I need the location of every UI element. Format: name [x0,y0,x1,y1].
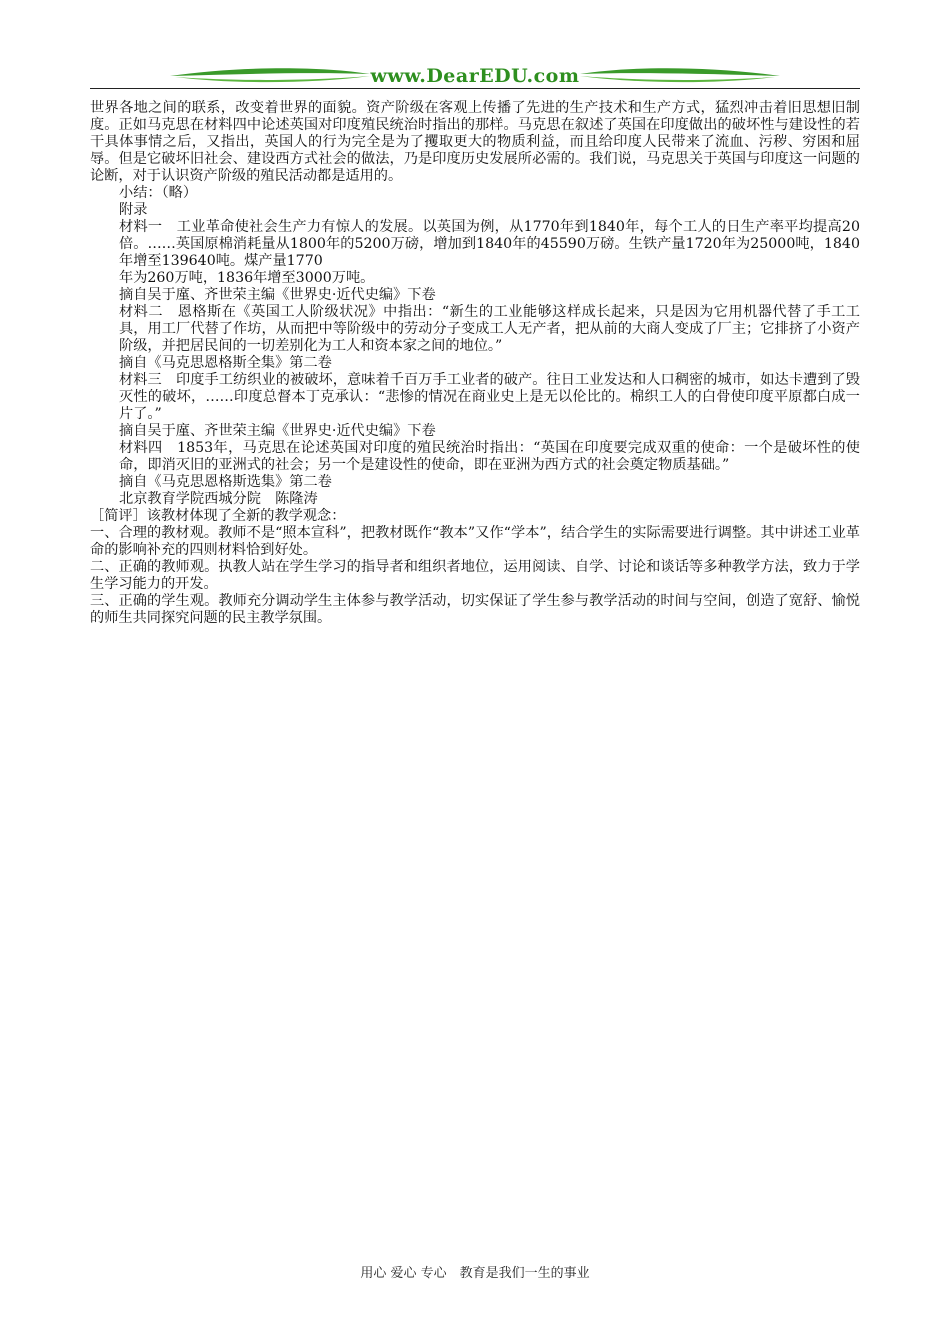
site-logo-text: www.DearEDU.com [370,65,580,87]
paragraph: 年为260万吨，1836年增至3000万吨。 [119,270,375,286]
paragraph: 世界各地之间的联系，改变着世界的面貌。资产阶级在客观上传播了先进的生产技术和生产方式，猛烈冲击着旧思想旧制度。正如马克思在材料四中论述英国对印度殖民统治时指出的那样。马克思在叙述了英国在印度做出的破坏性与建设性的若干具体事情之后，又指出，英国人的行为完全是为了攫取更大的物质利益，而且给印度人民带来了流血、污秽、穷困和屈辱。但是它破坏旧社会、建设西方式社会的做法，乃是印度历史发展所必需的。我们说，马克思关于英国与印度这一问题的论断，对于认识资产阶级的殖民活动都是适用的。 [90,100,860,184]
document-body [90,100,860,627]
paragraph: 材料二 恩格斯在《英国工人阶级状况》中指出：“新生的工业能够这样成长起来，只是因为它用机器代替了手工工具，用工厂代替了作坊，从而把中等阶级中的劳动分子变成工人无产者，把从前的大商人变成了厂主；它排挤了小资产阶级，并把居民间的一切差别化为工人和资本家之间的地位。” [119,304,860,354]
page-header [90,62,860,90]
paragraph: 小结：（略） [119,185,198,201]
paragraph: 摘自《马克思恩格斯选集》第二卷 [119,474,332,490]
paragraph: 摘自吴于廑、齐世荣主编《世界史·近代史编》下卷 [119,287,436,303]
paragraph: 材料四 1853年，马克思在论述英国对印度的殖民统治时指出：“英国在印度要完成双重的使命：一个是破坏性的使命，即消灭旧的亚洲式的社会；另一个是建设性的使命，即在亚洲为西方式的社会奠定物质基础。” [119,440,860,473]
paragraph: 一、合理的教材观。教师不是“照本宣科”，把教材既作“教本”又作“学本”，结合学生的实际需要进行调整。其中讲述工业革命的影响补充的四则材料恰到好处。 [90,525,860,558]
header-divider [90,88,860,89]
paragraph: 摘自《马克思恩格斯全集》第二卷 [119,355,332,371]
paragraph: 北京教育学院西城分院 陈隆涛 [119,491,318,507]
paragraph: 附录 [119,202,148,218]
paragraph: 三、正确的学生观。教师充分调动学生主体参与教学活动，切实保证了学生参与教学活动的时间与空间，创造了宽舒、愉悦的师生共同探究问题的民主教学氛围。 [90,593,860,626]
paragraph: 摘自吴于廑、齐世荣主编《世界史·近代史编》下卷 [119,423,436,439]
paragraph: 二、正确的教师观。执教人站在学生学习的指导者和组织者地位，运用阅读、自学、讨论和谈话等多种教学方法，致力于学生学习能力的开发。 [90,559,860,592]
paragraph: ［简评］该教材体现了全新的教学观念： [90,508,346,524]
paragraph: 材料三 印度手工纺织业的被破坏，意味着千百万手工业者的破产。往日工业发达和人口稠密的城市，如达卡遭到了毁灭性的破坏，……印度总督本丁克承认：“悲惨的情况在商业史上是无以伦比的。棉织工人的白骨使印度平原都白成一片了。” [119,372,860,422]
paragraph: 材料一 工业革命使社会生产力有惊人的发展。以英国为例，从1770年到1840年，每个工人的日生产率平均提高20倍。……英国原棉消耗量从1800年的5200万磅，增加到1840年的45590万磅。生铁产量1720年为25000吨，1840年增至139640吨。煤产量1770 [119,219,860,269]
page-footer: 用心 爱心 专心 教育是我们一生的事业 [360,1266,590,1281]
